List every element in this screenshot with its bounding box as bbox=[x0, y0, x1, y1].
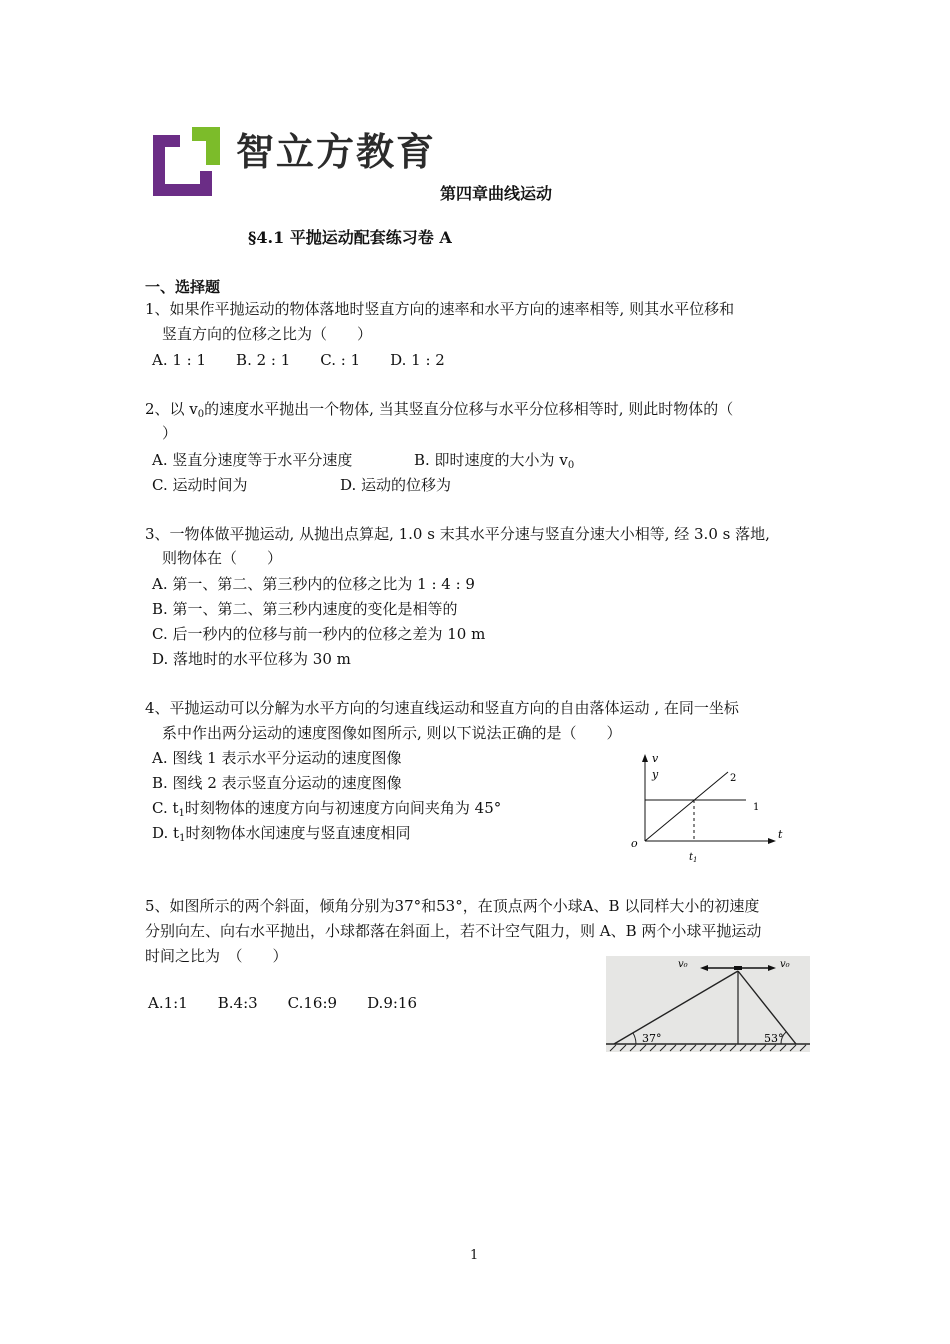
worksheet-title: §4.1 平抛运动配套练习卷 A bbox=[248, 228, 452, 247]
graph-line1-label: 1 bbox=[753, 802, 760, 813]
graph-origin-label: o bbox=[631, 837, 638, 850]
q2-stem-line2: ） bbox=[162, 424, 178, 442]
q5-stem-line3: 时间之比为 （ ） bbox=[145, 947, 288, 965]
graph-line-2 bbox=[645, 772, 728, 841]
section-title: 一、选择题 bbox=[145, 278, 221, 296]
graph-v-label: v bbox=[652, 752, 659, 765]
graph-t-label: t bbox=[778, 828, 783, 841]
q3-stem-line1: 3、一物体做平抛运动, 从抛出点算起, 1.0 s 末其水平分速与竖直分速大小相等, 经 3.0 s 落地, bbox=[145, 525, 770, 543]
q5-incline-figure bbox=[606, 956, 810, 1052]
graph-line2-label: 2 bbox=[730, 773, 737, 784]
q4-option-d: D. $t_1$时刻物体水闰速度与竖直速度相同 bbox=[152, 824, 411, 844]
q3-stem-line2: 则物体在（ ） bbox=[162, 549, 283, 567]
q5-stem-line1: 5、如图所示的两个斜面，倾角分别为37°和53°，在顶点两个小球A、B 以同样大小的初速度 bbox=[145, 897, 760, 915]
right-v0-label: v₀ bbox=[780, 959, 790, 970]
chapter-title: 第四章曲线运动 bbox=[440, 184, 553, 203]
logo-mark bbox=[148, 127, 224, 197]
q2-option-d: D. 运动的位移为 bbox=[340, 476, 452, 494]
q2-option-a: A. 竖直分速度等于水平分速度 bbox=[152, 451, 353, 469]
graph-y-label: y bbox=[652, 768, 659, 781]
q4-stem-line2: 系中作出两分运动的速度图像如图所示, 则以下说法正确的是（ ） bbox=[162, 724, 622, 742]
q1-stem-line2: 竖直方向的位移之比为（ ） bbox=[162, 325, 373, 343]
logo-green-bracket bbox=[192, 127, 220, 165]
q4-velocity-graph bbox=[622, 748, 792, 868]
logo-purple-bracket bbox=[153, 135, 212, 196]
logo-text: 智立方教育 bbox=[236, 130, 437, 174]
graph-t-axis-arrow bbox=[768, 838, 776, 844]
q3-option-b: B. 第一、第二、第三秒内速度的变化是相等的 bbox=[152, 600, 458, 618]
q1-options: A. 1 : 1 B. 2 : 1 C. : 1 D. 1 : 2 bbox=[152, 351, 445, 369]
launch-point bbox=[734, 966, 742, 970]
q5-options: A.1:1 B.4:3 C.16:9 D.9:16 bbox=[148, 994, 418, 1012]
right-angle-label: 53° bbox=[764, 1032, 784, 1045]
graph-v-axis-arrow bbox=[642, 754, 648, 762]
q4-stem-line1: 4、平抛运动可以分解为水平方向的匀速直线运动和竖直方向的自由落体运动 , 在同一坐标 bbox=[145, 699, 739, 717]
q3-option-d: D. 落地时的水平位移为 30 m bbox=[152, 650, 351, 668]
q2-option-c: C. 运动时间为 bbox=[152, 476, 248, 494]
q4-option-a: A. 图线 1 表示水平分运动的速度图像 bbox=[152, 749, 402, 767]
page-number: 1 bbox=[470, 1248, 479, 1263]
q2-option-b: B. 即时速度的大小为 $v_0$ bbox=[414, 451, 575, 471]
left-v0-label: v₀ bbox=[678, 959, 688, 970]
q4-option-b: B. 图线 2 表示竖直分运动的速度图像 bbox=[152, 774, 402, 792]
q3-option-c: C. 后一秒内的位移与前一秒内的位移之差为 10 m bbox=[152, 625, 486, 643]
q4-option-c: C. $t_1$时刻物体的速度方向与初速度方向间夹角为 45° bbox=[152, 799, 502, 819]
graph-t1-label: $t_1$ bbox=[689, 852, 698, 864]
q1-stem-line1: 1、如果作平抛运动的物体落地时竖直方向的速率和水平方向的速率相等, 则其水平位移和 bbox=[145, 300, 735, 318]
q5-stem-line2: 分别向左、向右水平抛出，小球都落在斜面上，若不计空气阻力，则 A、B 两个小球平抛运动 bbox=[145, 922, 762, 940]
q2-stem-line1: 2、以 $v_0$的速度水平抛出一个物体, 当其竖直分位移与水平分位移相等时, 则此时物体的（ bbox=[145, 400, 734, 420]
q3-option-a: A. 第一、第二、第三秒内的位移之比为 1 : 4 : 9 bbox=[152, 575, 475, 593]
left-angle-label: 37° bbox=[642, 1032, 662, 1045]
